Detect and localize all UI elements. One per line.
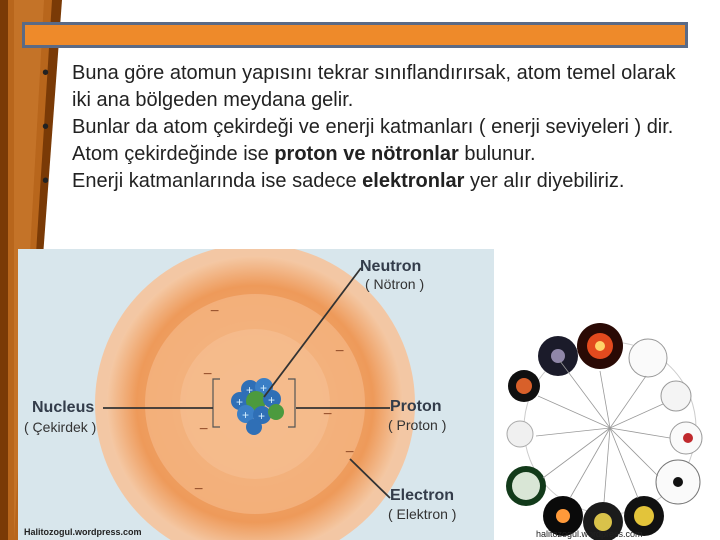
cosmos-scale-graphic — [498, 316, 720, 540]
svg-text:+: + — [268, 393, 276, 407]
svg-text:−: − — [199, 421, 209, 438]
bullet-text: Bunlar da atom çekirdeği ve enerji katmanları ( enerji seviyeleri ) dir. Atom çekirdeğinde ise — [72, 116, 674, 165]
bullet-dot: • — [42, 170, 50, 192]
title-bar — [22, 22, 688, 48]
bullet-text-bold: proton ve nötronlar — [274, 143, 459, 165]
bullet-dot: • — [42, 116, 50, 138]
bullet-text: yer alır diyebiliriz. — [464, 170, 625, 192]
svg-text:−: − — [335, 343, 345, 360]
bullet-list — [30, 60, 700, 195]
bullet-text: bulunur. — [458, 143, 536, 165]
svg-text:−: − — [194, 481, 204, 498]
nucleus-sub-label: ( Çekirdek ) — [24, 419, 97, 435]
bullet-item-1 — [30, 60, 700, 114]
atom-diagram — [18, 249, 494, 540]
scale-circles — [506, 323, 702, 540]
proton-sign: + — [246, 383, 254, 397]
scale-spokes — [536, 361, 670, 502]
svg-text:−: − — [323, 406, 333, 423]
bullet-text: Enerji katmanlarında ise sadece — [72, 170, 363, 192]
cosmos-watermark: halitozogul.wordpress.com — [536, 529, 643, 539]
svg-text:+: + — [236, 395, 244, 409]
proton-sub-label: ( Proton ) — [388, 417, 447, 433]
nucleus-label: Nucleus — [32, 399, 95, 416]
neutron-label: Neutron — [360, 258, 422, 275]
svg-text:−: − — [345, 444, 355, 461]
svg-text:+: + — [242, 408, 250, 422]
electron-sub-label: ( Elektron ) — [388, 506, 457, 522]
svg-text:−: − — [210, 303, 220, 320]
cosmos-scale-diagram — [498, 316, 720, 540]
svg-text:−: − — [203, 366, 213, 383]
bullet-text: Buna göre atomun yapısını tekrar sınıflandırırsak, atom temel olarak iki ana bölgeden meydana gelir. — [72, 62, 676, 111]
bullet-item-3 — [30, 168, 700, 195]
proton-label: Proton — [390, 398, 442, 415]
svg-text:+: + — [258, 409, 266, 423]
bullet-item-2 — [30, 114, 700, 168]
electron-label: Electron — [390, 487, 455, 504]
neutron-sub-label: ( Nötron ) — [365, 276, 425, 292]
svg-text:+: + — [260, 381, 268, 395]
atom-watermark: Halitozogul.wordpress.com — [24, 527, 142, 537]
bullet-dot: • — [42, 62, 50, 84]
bullet-text-bold: elektronlar — [362, 170, 465, 192]
